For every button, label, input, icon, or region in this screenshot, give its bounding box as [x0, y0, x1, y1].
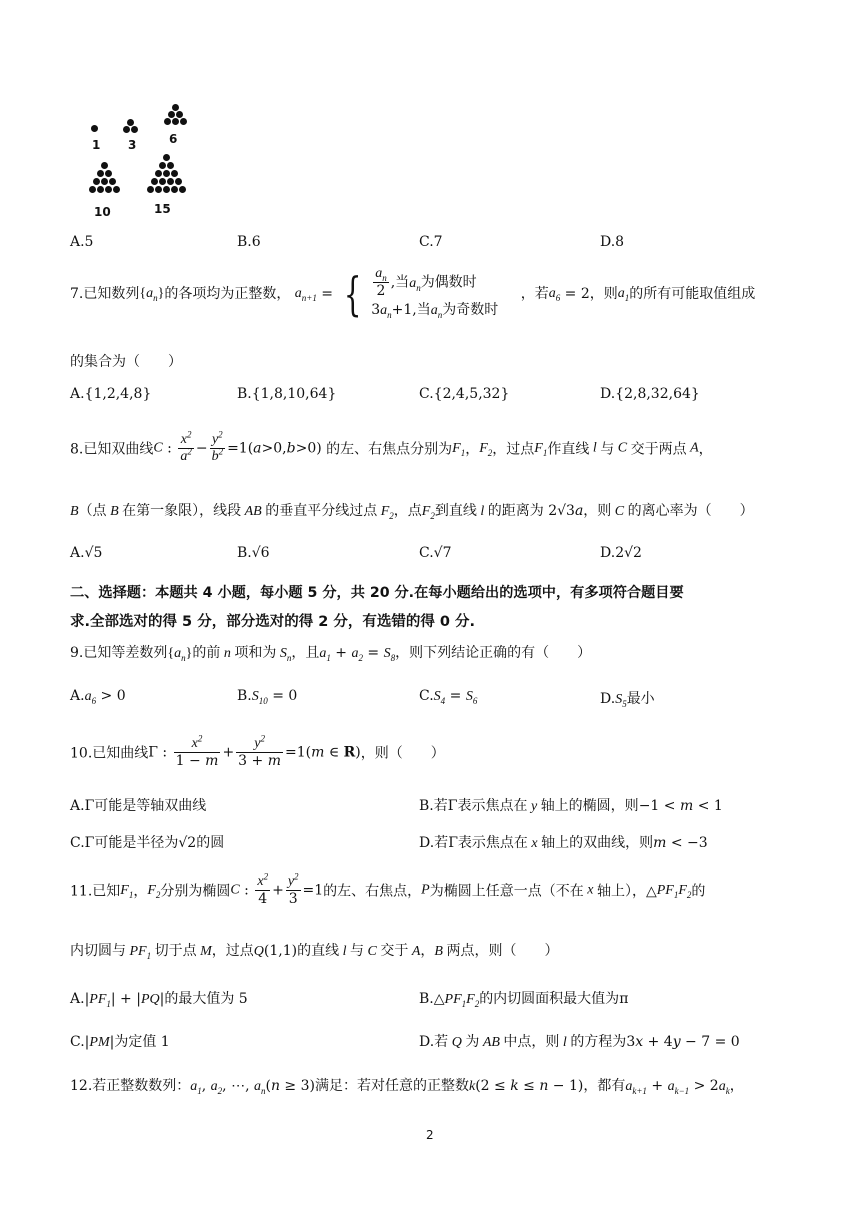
q7-option-c: C.{2,4,5,32}	[419, 386, 510, 402]
q11-option-a: $A.|PF_1| + |PQ|$的最大值为 5	[70, 991, 248, 1009]
fig-label-3: 3	[128, 138, 137, 152]
q8-stem-line2: B（点 B 在第一象限），线段 AB 的垂直平分线过点 $F_2$，点$F_2$到直线 l 的距离为 2√3a，则 C 的离心率为（ ）	[70, 503, 754, 521]
q9-option-a: $A.a_6 > 0$	[70, 688, 126, 706]
q10-option-d: D.若Γ表示焦点在 x 轴上的双曲线，则m < −3	[419, 835, 708, 851]
q11-stem-line2: 内切圆与 $PF_1$ 切于点 M，过点Q(1,1)的直线 l 与 C 交于 A，B 两点，则（ ）	[70, 943, 559, 961]
q7-option-d: D.{2,8,32,64}	[600, 386, 700, 402]
fig-label-1: 1	[92, 138, 101, 152]
fig-label-15: 15	[154, 202, 171, 216]
q11-option-b: $B.\triangle PF_1F_2$的内切圆面积最大值为π	[419, 991, 629, 1009]
q7-stem-line2: 的集合为（ ）	[70, 354, 182, 370]
q8-option-c: C.√7	[419, 545, 452, 561]
q8-option-d: D.2√2	[600, 545, 642, 561]
q6-option-b: B.6	[237, 234, 261, 250]
q7-stem: 7.已知数列$\{a_n\}$的各项均为正整数， $a_{n+1}$ = { $\frac{a_n}{2}$ ,当$a_n$为偶数时 $3a_n+1$,当$a_n$为奇数时 ，若$a_6 = 2$，则$a_1$的所有可能取值组成	[70, 266, 756, 321]
q6-option-a: A.5	[70, 234, 94, 250]
q10-stem: 10.已知曲线Γ : $\frac{x^2}{1 - m}$ + $\frac{y^2}{3 + m}$ =1(m ∈ R)，则（ ）	[70, 733, 445, 769]
fig-label-10: 10	[94, 205, 111, 219]
q6-option-d: D.8	[600, 234, 625, 250]
q8-option-a: A.√5	[70, 545, 103, 561]
q10-option-c: C.Γ可能是半径为√2的圆	[70, 835, 225, 851]
q6-option-c: C.7	[419, 234, 443, 250]
section-2-heading-line1: 二、选择题：本题共 4 小题，每小题 5 分，共 20 分.在每小题给出的选项中，有多项符合题目要	[70, 585, 684, 601]
q11-option-d: D.若 Q 为 AB 中点，则 l 的方程为3x + 4y − 7 = 0	[419, 1034, 740, 1050]
q9-option-d: $D.S_5$最小	[600, 691, 655, 709]
q9-option-b: $B.S_{10} = 0$	[237, 688, 298, 706]
q11-option-c: C.|PM|为定值 1	[70, 1034, 170, 1050]
q7-option-a: A.{1,2,4,8}	[70, 386, 152, 402]
triangular-numbers-figure	[80, 98, 215, 223]
fig-label-6: 6	[169, 132, 178, 146]
q11-stem: 11.已知$F_1$，$F_2$分别为椭圆C : $\frac{x^2}{4}$ + $\frac{y^2}{3}$ =1的左、右焦点，P为椭圆上任意一点（不在 x 轴上），$\triangle PF_1F_2$的	[70, 871, 706, 907]
q7-option-b: B.{1,8,10,64}	[237, 386, 337, 402]
q8-stem: 8.已知双曲线C : $\frac{x^2}{a^2}$ − $\frac{y^2}{b^2}$ =1(a>0,b>0) 的左、右焦点分别为$F_1$，$F_2$，过点$F_1$作直线 l 与 C 交于两点 A，	[70, 429, 713, 464]
q12-stem: 12.若正整数数列：$a_1$, $a_2$, ⋯, $a_n(n \ge 3)$满足：若对任意的正整数k(2 ≤ k ≤ n − 1)，都有$a_{k+1} + a_{k-1} > 2a_k$，	[70, 1078, 744, 1096]
q9-stem: 9.已知等差数列$\{a_n\}$的前 n 项和为 $S_n$，且$a_1 + a_2 = S_8$，则下列结论正确的有（ ）	[70, 645, 592, 663]
q9-option-c: $C.S_4 = S_6$	[419, 688, 478, 706]
q10-option-a: A.Γ可能是等轴双曲线	[70, 798, 207, 814]
q10-option-b: B.若Γ表示焦点在 y 轴上的椭圆，则−1 < m < 1	[419, 798, 723, 814]
page-number: 2	[426, 1128, 434, 1142]
section-2-heading-line2: 求.全部选对的得 5 分，部分选对的得 2 分，有选错的得 0 分.	[70, 614, 476, 630]
q8-option-b: B.√6	[237, 545, 270, 561]
